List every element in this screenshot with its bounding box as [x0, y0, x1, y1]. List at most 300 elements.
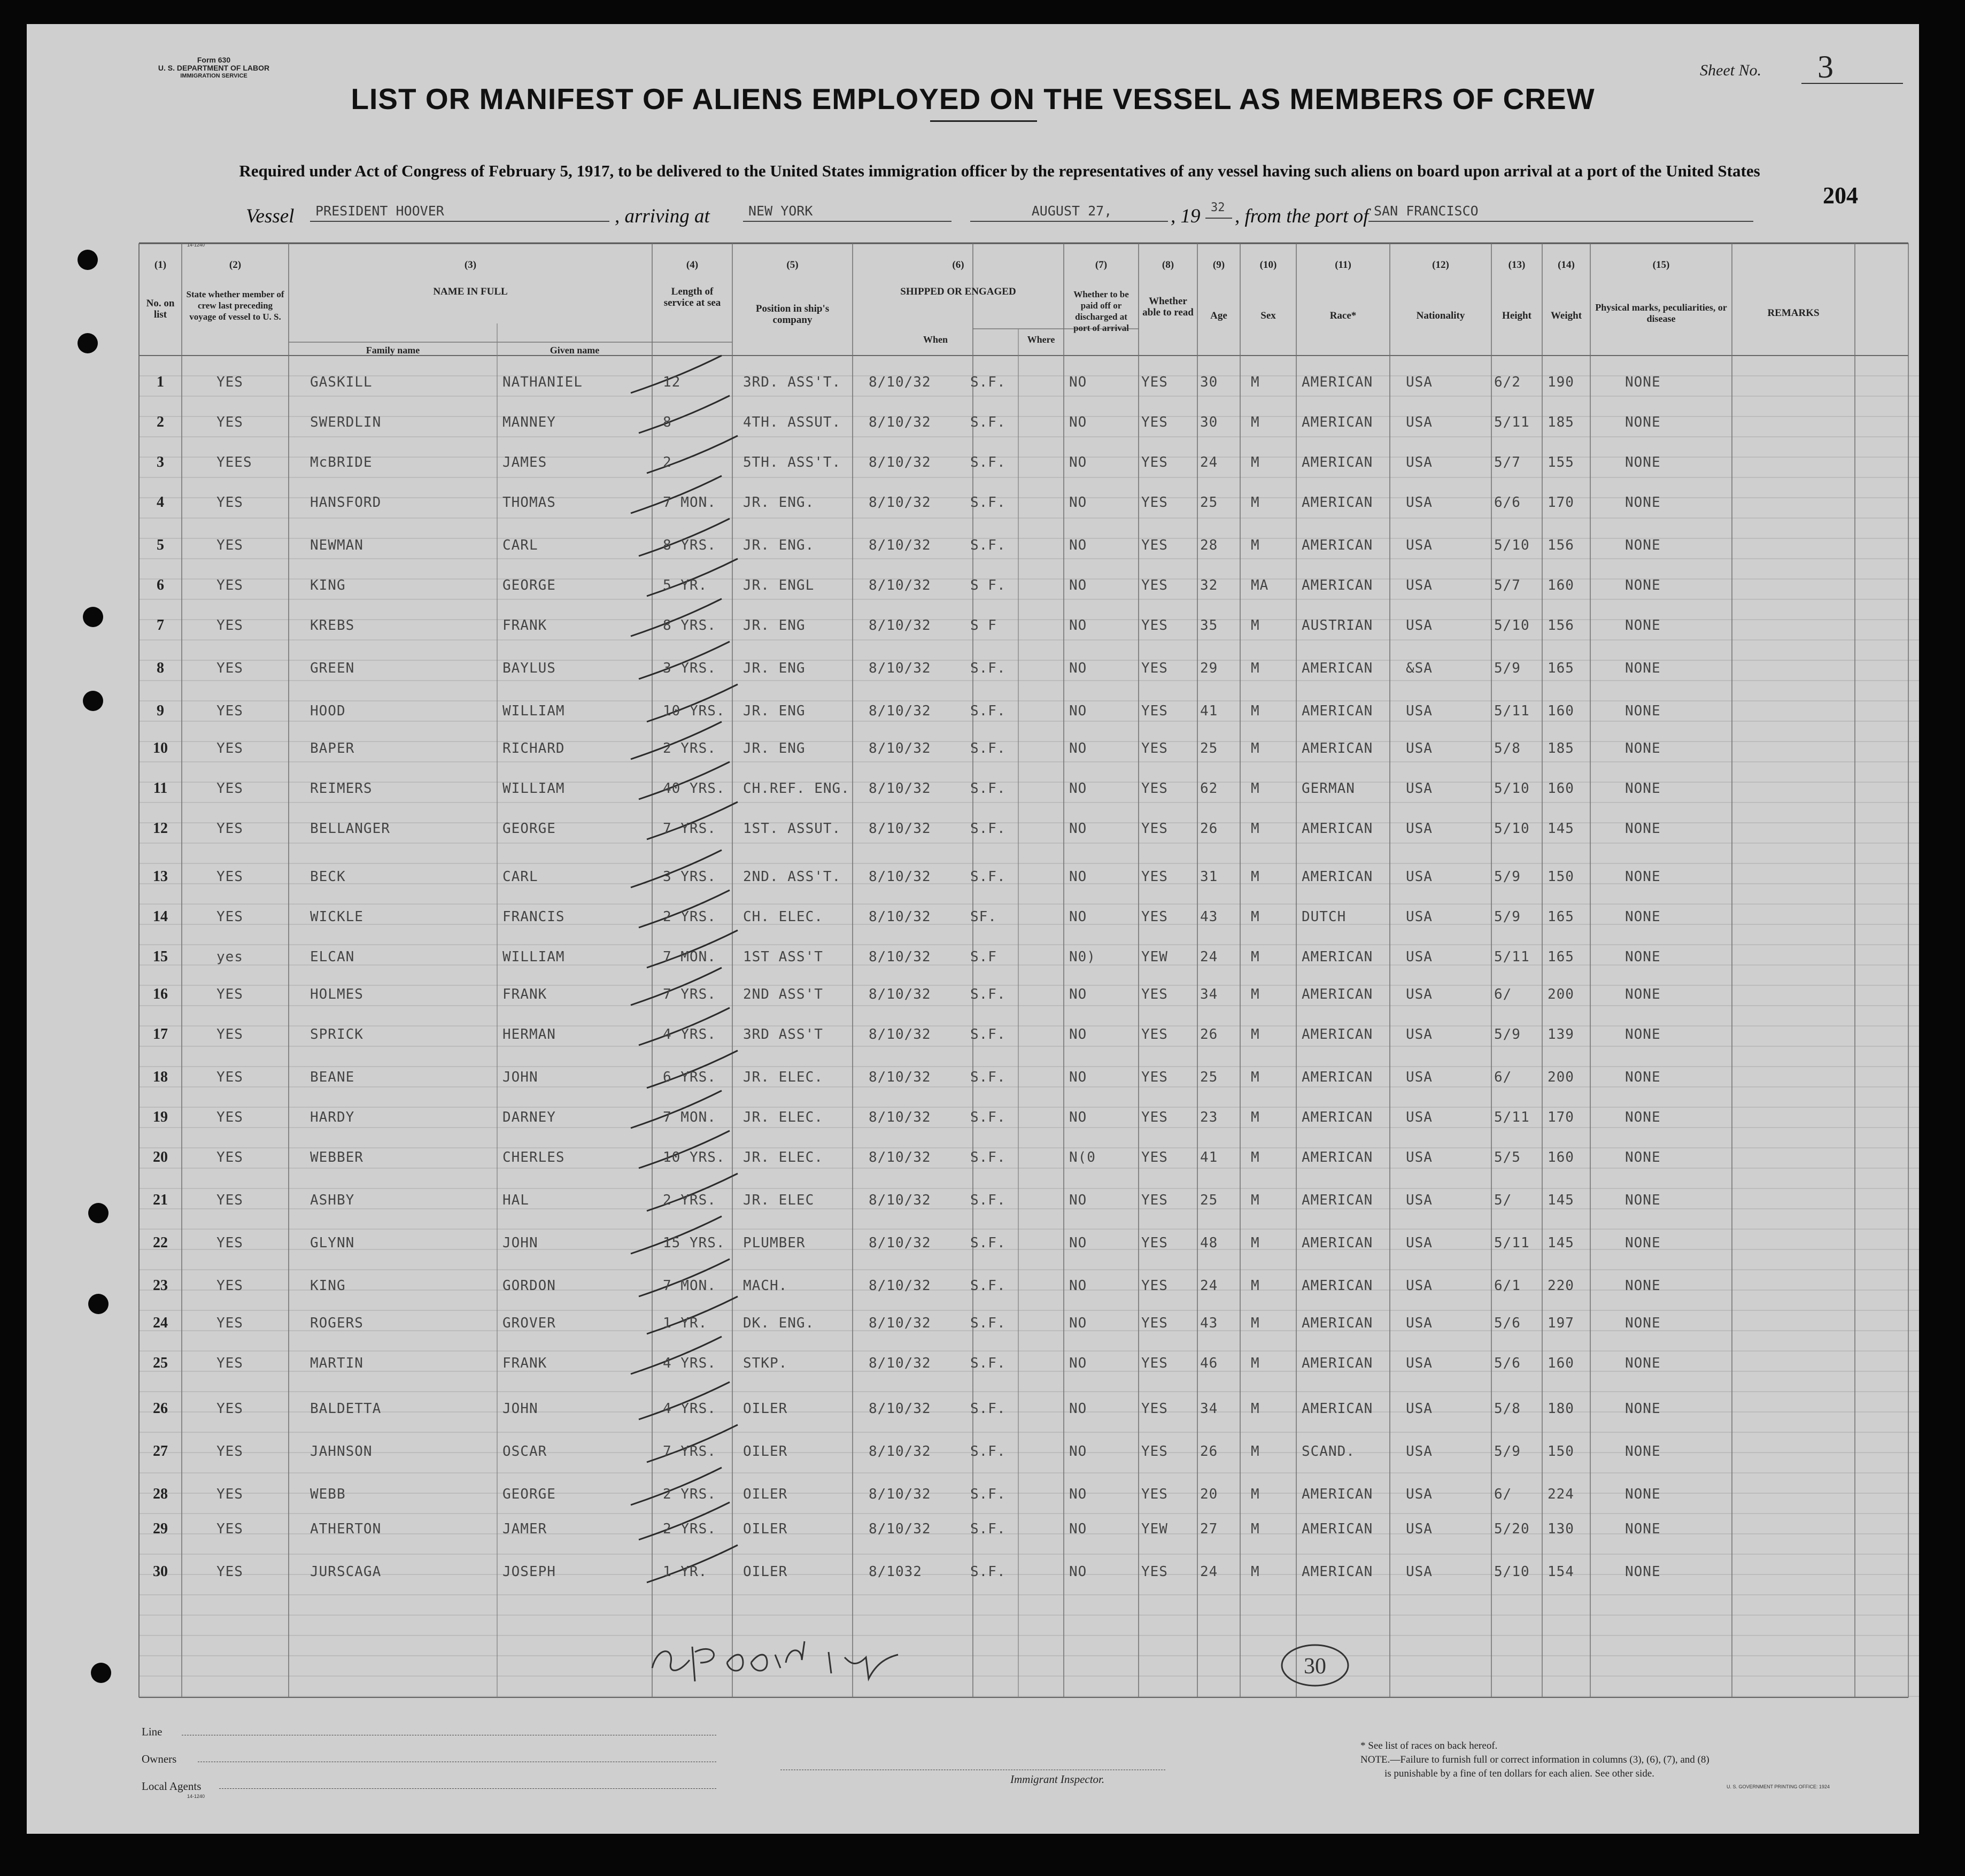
position: 1ST ASS'T [743, 949, 823, 965]
age: 35 [1200, 617, 1218, 634]
prev-voyage: YES [216, 1235, 243, 1251]
row-number: 24 [153, 1315, 168, 1331]
row-number: 9 [157, 702, 164, 719]
physical-marks: NONE [1625, 1443, 1661, 1460]
weight: 155 [1548, 454, 1574, 470]
weight: 156 [1548, 537, 1574, 553]
paid-off: NO [1069, 1443, 1087, 1460]
age: 41 [1200, 1149, 1218, 1165]
row-number: 27 [153, 1443, 168, 1460]
prev-voyage: YES [216, 1355, 243, 1371]
weight: 197 [1548, 1315, 1574, 1331]
nationality: USA [1406, 1069, 1433, 1085]
able-to-read: YES [1141, 781, 1168, 797]
shipped-when: 8/10/32 [869, 1069, 931, 1085]
physical-marks: NONE [1625, 1026, 1661, 1043]
sex: M [1251, 1355, 1260, 1371]
footer-line-label: Line [142, 1725, 163, 1738]
prev-voyage: YES [216, 1486, 243, 1502]
service: IMMIGRATION SERVICE [180, 73, 247, 79]
position: JR. ENG. [743, 495, 815, 511]
header-name-in-full: NAME IN FULL [433, 286, 508, 297]
length-of-service: 4 YRS. [663, 1401, 716, 1417]
paid-off: NO [1069, 821, 1087, 837]
row-number: 3 [157, 454, 164, 470]
race: AMERICAN [1302, 1235, 1373, 1251]
row-number: 25 [153, 1355, 168, 1371]
height: 6/ [1494, 986, 1512, 1002]
shipped-where: S.F. [970, 781, 1006, 797]
prev-voyage: YES [216, 1069, 243, 1085]
given-name: JOHN [502, 1401, 538, 1417]
shipped-where: S.F. [970, 1401, 1006, 1417]
able-to-read: YES [1141, 1278, 1168, 1294]
weight: 185 [1548, 414, 1574, 430]
given-name: MANNEY [502, 414, 556, 430]
given-name: CARL [502, 869, 538, 885]
sex: M [1251, 1069, 1260, 1085]
family-name: GLYNN [310, 1235, 355, 1251]
given-name: GROVER [502, 1315, 556, 1331]
position: OILER [743, 1486, 788, 1502]
able-to-read: YES [1141, 577, 1168, 593]
sex: M [1251, 374, 1260, 390]
column-number: (6) [952, 259, 964, 271]
height: 5/20 [1494, 1521, 1530, 1537]
height: 5/6 [1494, 1315, 1521, 1331]
able-to-read: YES [1141, 1564, 1168, 1580]
nationality: USA [1406, 1355, 1433, 1371]
age: 28 [1200, 537, 1218, 553]
able-to-read: YES [1141, 1355, 1168, 1371]
column-number: (13) [1508, 259, 1526, 271]
given-name: JOSEPH [502, 1564, 556, 1580]
column-number: (14) [1558, 259, 1575, 271]
prev-voyage: YES [216, 781, 243, 797]
able-to-read: YES [1141, 1486, 1168, 1502]
nationality: USA [1406, 374, 1433, 390]
row-number: 29 [153, 1520, 168, 1537]
shipped-where: S.F. [970, 1192, 1006, 1208]
age: 23 [1200, 1109, 1218, 1125]
shipped-where: S.F. [970, 1026, 1006, 1043]
nationality: USA [1406, 414, 1433, 430]
column-number: (4) [686, 259, 699, 271]
weight: 160 [1548, 577, 1574, 593]
shipped-where: S.F. [970, 1149, 1006, 1165]
sex: M [1251, 454, 1260, 470]
height: 5/ [1494, 1192, 1512, 1208]
race: AMERICAN [1302, 454, 1373, 470]
nationality: USA [1406, 1149, 1433, 1165]
height: 5/7 [1494, 577, 1521, 593]
physical-marks: NONE [1625, 1564, 1661, 1580]
height: 6/ [1494, 1069, 1512, 1085]
form-number: Form 630 [197, 56, 231, 64]
length-of-service: 6 YRS. [663, 1069, 716, 1085]
paid-off: NO [1069, 374, 1087, 390]
sheet-number: 3 [1801, 51, 1903, 84]
race: AMERICAN [1302, 1149, 1373, 1165]
position: 1ST. ASSUT. [743, 821, 841, 837]
header-weight: Weight [1550, 310, 1582, 321]
sex: M [1251, 909, 1260, 925]
footer-agents-code: 14-1240 [187, 1794, 205, 1799]
physical-marks: NONE [1625, 660, 1661, 676]
shipped-where: SF. [970, 909, 997, 925]
physical-marks: NONE [1625, 1069, 1661, 1085]
family-name: KING [310, 1278, 346, 1294]
age: 30 [1200, 374, 1218, 390]
age: 43 [1200, 909, 1218, 925]
weight: 139 [1548, 1026, 1574, 1043]
length-of-service: 7 MON. [663, 1278, 716, 1294]
paid-off: NO [1069, 986, 1087, 1002]
from-field: SAN FRANCISCO [1368, 200, 1753, 222]
sex: M [1251, 414, 1260, 430]
age: 25 [1200, 1069, 1218, 1085]
prev-voyage: YES [216, 1192, 243, 1208]
paid-off: NO [1069, 869, 1087, 885]
physical-marks: NONE [1625, 1401, 1661, 1417]
given-name: WILLIAM [502, 949, 565, 965]
nationality: USA [1406, 1026, 1433, 1043]
race: GERMAN [1302, 781, 1355, 797]
header-given-name: Given name [550, 345, 600, 356]
shipped-when: 8/10/32 [869, 740, 931, 756]
given-name: CHERLES [502, 1149, 565, 1165]
shipped-when: 8/10/32 [869, 577, 931, 593]
row-number: 11 [153, 780, 168, 797]
prev-voyage: YES [216, 869, 243, 885]
paid-off: NO [1069, 1564, 1087, 1580]
row-number: 18 [153, 1069, 168, 1085]
able-to-read: YES [1141, 617, 1168, 634]
weight: 145 [1548, 821, 1574, 837]
signature-text: EP Hoover Insp [652, 1688, 656, 1689]
length-of-service: 2 YRS. [663, 909, 716, 925]
row-number: 8 [157, 660, 164, 676]
able-to-read: YES [1141, 414, 1168, 430]
sex: M [1251, 660, 1260, 676]
nationality: USA [1406, 909, 1433, 925]
physical-marks: NONE [1625, 986, 1661, 1002]
race: AMERICAN [1302, 1564, 1373, 1580]
age: 25 [1200, 1192, 1218, 1208]
family-name: BECK [310, 869, 346, 885]
nationality: USA [1406, 495, 1433, 511]
header-age: Age [1210, 310, 1227, 321]
physical-marks: NONE [1625, 949, 1661, 965]
given-name: BAYLUS [502, 660, 556, 676]
prev-voyage: YES [216, 1278, 243, 1294]
header-shipped-engaged: SHIPPED OR ENGAGED [900, 286, 1016, 297]
prev-voyage: YES [216, 414, 243, 430]
nationality: USA [1406, 703, 1433, 719]
height: 6/2 [1494, 374, 1521, 390]
header-length-of-service: Length of service at sea [663, 286, 721, 308]
height: 6/ [1494, 1486, 1512, 1502]
weight: 200 [1548, 986, 1574, 1002]
length-of-service: 1 YR. [663, 1315, 708, 1331]
family-name: NEWMAN [310, 537, 363, 553]
length-of-service: 12 [663, 374, 681, 390]
prev-voyage: YES [216, 617, 243, 634]
position: OILER [743, 1564, 788, 1580]
given-name: THOMAS [502, 495, 556, 511]
shipped-when: 8/10/32 [869, 374, 931, 390]
prev-voyage: yes [216, 949, 243, 965]
nationality: USA [1406, 869, 1433, 885]
height: 5/11 [1494, 703, 1530, 719]
able-to-read: YES [1141, 869, 1168, 885]
position: JR. ENGL [743, 577, 815, 593]
shipped-when: 8/10/32 [869, 703, 931, 719]
sex: M [1251, 495, 1260, 511]
able-to-read: YES [1141, 1149, 1168, 1165]
height: 5/9 [1494, 909, 1521, 925]
race: AMERICAN [1302, 1486, 1373, 1502]
row-number: 6 [157, 577, 164, 593]
nationality: USA [1406, 1521, 1433, 1537]
paid-off: NO [1069, 1486, 1087, 1502]
height: 5/10 [1494, 1564, 1530, 1580]
prev-voyage: YES [216, 1521, 243, 1537]
given-name: JAMER [502, 1521, 547, 1537]
prev-voyage: YES [216, 1443, 243, 1460]
paid-off: NO [1069, 1026, 1087, 1043]
year-prefix: , 19 [1171, 205, 1201, 227]
race: AMERICAN [1302, 495, 1373, 511]
length-of-service: 4 YRS. [663, 1026, 716, 1043]
height: 5/10 [1494, 617, 1530, 634]
position: 3RD ASS'T [743, 1026, 823, 1043]
nationality: USA [1406, 821, 1433, 837]
header-when: When [923, 334, 948, 345]
able-to-read: YES [1141, 1109, 1168, 1125]
shipped-where: S.F. [970, 1486, 1006, 1502]
length-of-service: 7 MON. [663, 495, 716, 511]
position: JR. ENG [743, 740, 806, 756]
nationality: USA [1406, 1235, 1433, 1251]
sex: M [1251, 1401, 1260, 1417]
nationality: USA [1406, 454, 1433, 470]
weight: 150 [1548, 1443, 1574, 1460]
able-to-read: YEW [1141, 949, 1168, 965]
given-name: DARNEY [502, 1109, 556, 1125]
sex: M [1251, 703, 1260, 719]
race: AMERICAN [1302, 1521, 1373, 1537]
shipped-when: 8/10/32 [869, 821, 931, 837]
length-of-service: 2 YRS. [663, 740, 716, 756]
prev-voyage: YES [216, 740, 243, 756]
row-number: 20 [153, 1149, 168, 1165]
sheet-label: Sheet No. [1700, 61, 1761, 79]
position: JR. ELEC. [743, 1109, 823, 1125]
row-number: 2 [157, 414, 164, 430]
shipped-when: 8/10/32 [869, 1026, 931, 1043]
sex: M [1251, 1564, 1260, 1580]
height: 5/11 [1494, 414, 1530, 430]
given-name: GEORGE [502, 577, 556, 593]
weight: 170 [1548, 495, 1574, 511]
position: JR. ENG [743, 617, 806, 634]
row-number: 5 [157, 537, 164, 553]
sex: M [1251, 617, 1260, 634]
family-name: HARDY [310, 1109, 355, 1125]
physical-marks: NONE [1625, 414, 1661, 430]
column-number: (1) [154, 259, 167, 271]
position: DK. ENG. [743, 1315, 815, 1331]
shipped-when: 8/10/32 [869, 1109, 931, 1125]
family-name: HOOD [310, 703, 346, 719]
age: 26 [1200, 1443, 1218, 1460]
physical-marks: NONE [1625, 1149, 1661, 1165]
age: 29 [1200, 660, 1218, 676]
header-no-on-list: No. on list [146, 298, 175, 320]
weight: 170 [1548, 1109, 1574, 1125]
position: 2ND. ASS'T. [743, 869, 841, 885]
arriving-field: NEW YORK [743, 200, 951, 222]
height: 5/7 [1494, 454, 1521, 470]
race: AMERICAN [1302, 949, 1373, 965]
paid-off: NO [1069, 1109, 1087, 1125]
paid-off: NO [1069, 1235, 1087, 1251]
given-name: GORDON [502, 1278, 556, 1294]
height: 5/8 [1494, 1401, 1521, 1417]
paid-off: N(0 [1069, 1149, 1096, 1165]
sex: M [1251, 949, 1260, 965]
family-name: JAHNSON [310, 1443, 373, 1460]
weight: 160 [1548, 1149, 1574, 1165]
note-fine: NOTE.—Failure to furnish full or correct information in columns (3), (6), (7), and (8) [1360, 1754, 1709, 1765]
shipped-when: 8/10/32 [869, 414, 931, 430]
race: AMERICAN [1302, 1355, 1373, 1371]
inspector-label: Immigrant Inspector. [1010, 1773, 1105, 1786]
paid-off: NO [1069, 617, 1087, 634]
sex: M [1251, 1315, 1260, 1331]
length-of-service: 10 YRS. [663, 703, 725, 719]
given-name: RICHARD [502, 740, 565, 756]
shipped-where: S F. [970, 577, 1006, 593]
given-name: FRANK [502, 986, 547, 1002]
given-name: HAL [502, 1192, 529, 1208]
able-to-read: YES [1141, 1192, 1168, 1208]
race: DUTCH [1302, 909, 1347, 925]
sex: M [1251, 986, 1260, 1002]
prev-voyage: YES [216, 909, 243, 925]
able-to-read: YES [1141, 454, 1168, 470]
family-name: JURSCAGA [310, 1564, 382, 1580]
age: 62 [1200, 781, 1218, 797]
arriving-label: , arriving at [615, 205, 710, 227]
row-number: 1 [157, 374, 164, 390]
sex: M [1251, 869, 1260, 885]
physical-marks: NONE [1625, 821, 1661, 837]
prev-voyage: YES [216, 1149, 243, 1165]
shipped-where: S.F [970, 949, 997, 965]
paid-off: NO [1069, 1521, 1087, 1537]
prev-voyage: YES [216, 703, 243, 719]
sex: M [1251, 1521, 1260, 1537]
shipped-where: S.F. [970, 869, 1006, 885]
family-name: WEBBER [310, 1149, 363, 1165]
shipped-where: S.F. [970, 1235, 1006, 1251]
paid-off: NO [1069, 414, 1087, 430]
paid-off: NO [1069, 577, 1087, 593]
weight: 224 [1548, 1486, 1574, 1502]
physical-marks: NONE [1625, 1235, 1661, 1251]
shipped-where: S.F. [970, 1443, 1006, 1460]
length-of-service: 3 YRS. [663, 869, 716, 885]
count-value: 30 [1304, 1654, 1326, 1679]
able-to-read: YES [1141, 660, 1168, 676]
family-name: KING [310, 577, 346, 593]
height: 5/11 [1494, 1235, 1530, 1251]
age: 31 [1200, 869, 1218, 885]
shipped-where: S.F. [970, 1315, 1006, 1331]
header-where: Where [1027, 334, 1055, 345]
age: 34 [1200, 986, 1218, 1002]
race: AMERICAN [1302, 577, 1373, 593]
age: 24 [1200, 1564, 1218, 1580]
family-name: BALDETTA [310, 1401, 382, 1417]
age: 26 [1200, 821, 1218, 837]
sex: M [1251, 1149, 1260, 1165]
able-to-read: YES [1141, 1315, 1168, 1331]
age: 46 [1200, 1355, 1218, 1371]
shipped-where: S.F. [970, 374, 1006, 390]
column-number: (3) [464, 259, 477, 271]
given-name: WILLIAM [502, 781, 565, 797]
age: 32 [1200, 577, 1218, 593]
shipped-when: 8/10/32 [869, 537, 931, 553]
given-name: CARL [502, 537, 538, 553]
given-name: FRANK [502, 1355, 547, 1371]
age: 24 [1200, 454, 1218, 470]
sex: M [1251, 1443, 1260, 1460]
race: AMERICAN [1302, 1315, 1373, 1331]
length-of-service: 4 YRS. [663, 1355, 716, 1371]
shipped-when: 8/10/32 [869, 495, 931, 511]
race: AMERICAN [1302, 414, 1373, 430]
position: JR. ELEC. [743, 1149, 823, 1165]
race: AMERICAN [1302, 1401, 1373, 1417]
height: 5/5 [1494, 1149, 1521, 1165]
family-name: HANSFORD [310, 495, 382, 511]
family-name: KREBS [310, 617, 355, 634]
age: 34 [1200, 1401, 1218, 1417]
page-title: LIST OR MANIFEST OF ALIENS EMPLOYED ON THE VESSEL AS MEMBERS OF CREW [351, 82, 1595, 115]
race: AMERICAN [1302, 1278, 1373, 1294]
shipped-when: 8/10/32 [869, 1315, 931, 1331]
paid-off: NO [1069, 660, 1087, 676]
sex: M [1251, 1486, 1260, 1502]
shipped-when: 8/10/32 [869, 1486, 931, 1502]
able-to-read: YES [1141, 495, 1168, 511]
row-number: 7 [157, 617, 164, 634]
header-height: Height [1502, 310, 1531, 321]
position: JR. ELEC. [743, 1069, 823, 1085]
weight: 165 [1548, 909, 1574, 925]
shipped-where: S.F. [970, 495, 1006, 511]
weight: 154 [1548, 1564, 1574, 1580]
weight: 145 [1548, 1192, 1574, 1208]
family-name: GREEN [310, 660, 355, 676]
able-to-read: YES [1141, 537, 1168, 553]
shipped-where: S.F. [970, 660, 1006, 676]
height: 5/10 [1494, 537, 1530, 553]
